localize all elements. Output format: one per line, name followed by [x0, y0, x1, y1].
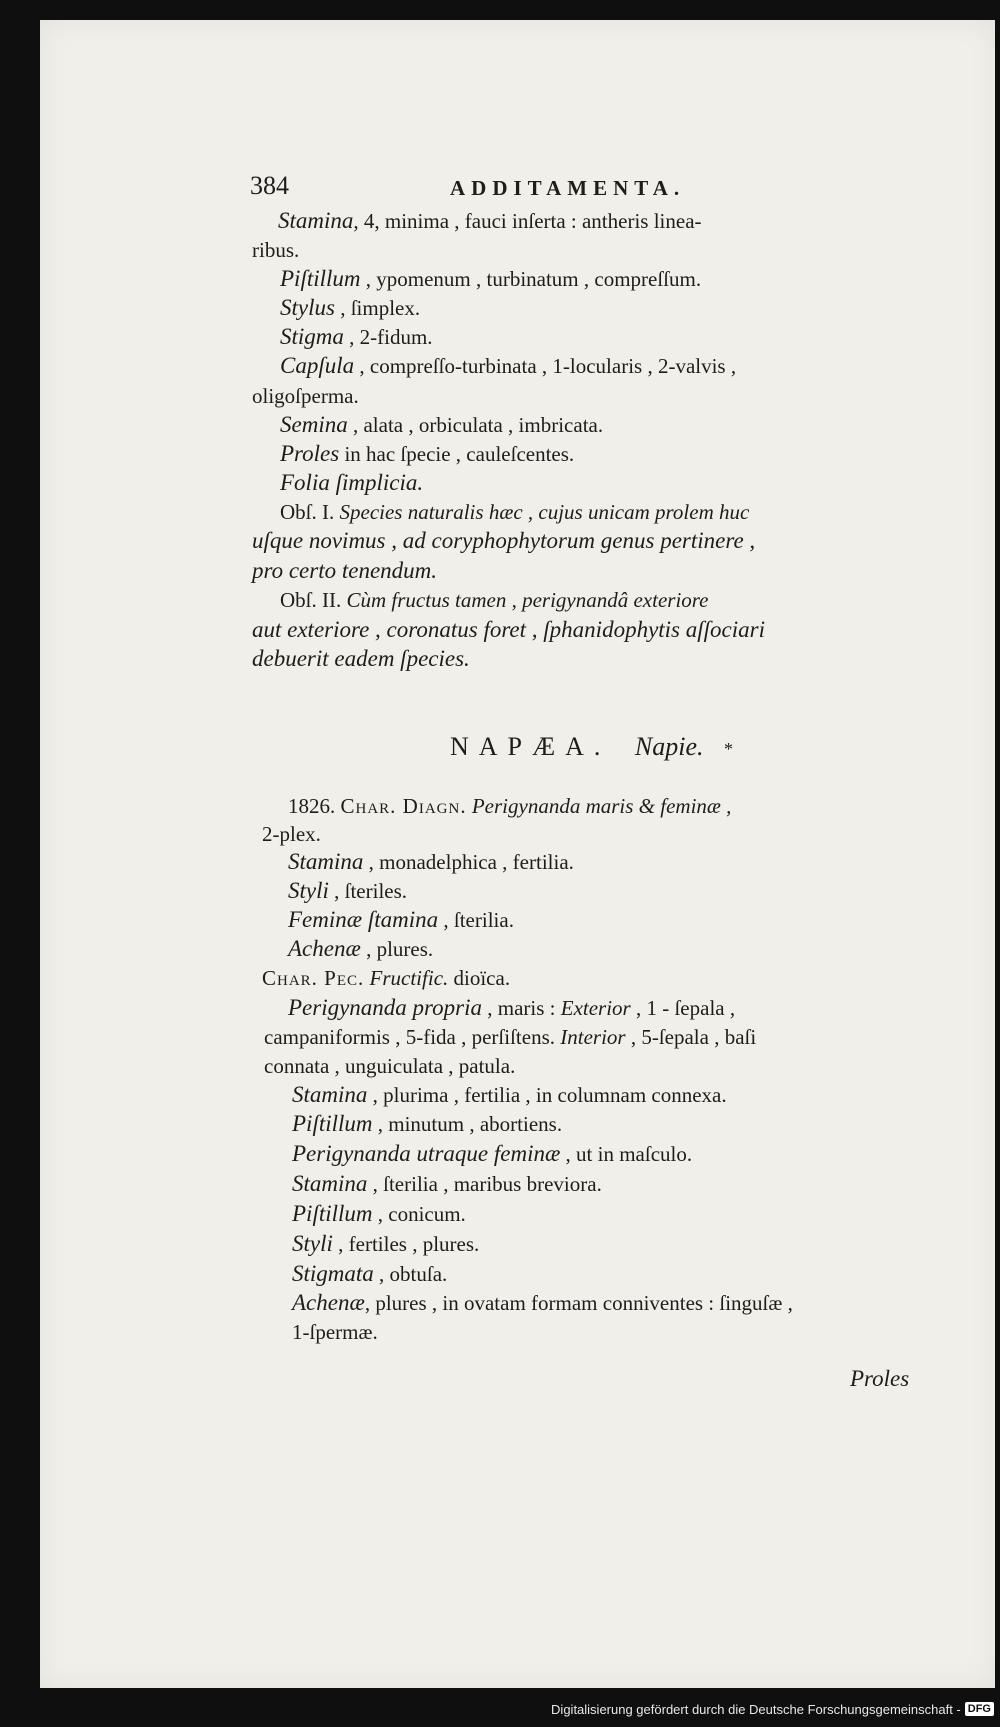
text-line: [280, 265, 701, 293]
text-line: [292, 1289, 793, 1317]
text-segment: 1826.: [288, 794, 341, 818]
text-line: [292, 1200, 466, 1228]
text-segment: Interior: [560, 1025, 626, 1049]
text-segment: Achenæ: [292, 1290, 365, 1315]
footer-text: Digitalisierung gefördert durch die Deutsche Forschungsgemeinschaft -: [551, 1701, 961, 1717]
text-segment: Perigynanda utraque feminæ: [292, 1141, 561, 1166]
text-line: [280, 294, 420, 322]
text-segment: , ſteriles.: [328, 879, 408, 903]
text-line: [292, 1318, 378, 1346]
text-segment: Stylus: [280, 295, 335, 320]
text-line: [292, 1170, 602, 1198]
text-segment: Stigmata: [292, 1261, 374, 1286]
text-segment: Styli: [288, 878, 329, 903]
text-segment: , minutum , abortiens.: [372, 1112, 563, 1136]
text-segment: , ut in maſculo.: [560, 1142, 693, 1166]
text-segment: Piſtillum: [292, 1201, 373, 1226]
text-segment: Feminæ ſtamina: [288, 907, 439, 932]
text-line: [252, 616, 765, 644]
text-segment: Char. Pec.: [262, 966, 365, 990]
text-segment: pro certo tenendum.: [252, 558, 438, 583]
text-segment: Species naturalis hæc , cujus unicam prolem huc: [339, 500, 750, 524]
text-segment: , plurima , fertilia , in columnam connexa.: [367, 1083, 727, 1107]
text-segment: Char. Diagn.: [340, 794, 467, 818]
text-segment: Styli: [292, 1231, 333, 1256]
text-segment: Piſtillum: [292, 1111, 373, 1136]
text-segment: Stamina: [292, 1082, 368, 1107]
text-line: [280, 498, 749, 526]
text-line: [292, 1260, 447, 1288]
text-segment: Stamina: [278, 208, 354, 233]
text-segment: Stigma: [280, 324, 344, 349]
text-segment: Perigynanda propria: [288, 995, 482, 1020]
text-segment: , ſimplex.: [334, 296, 421, 320]
text-line: [288, 906, 514, 934]
text-line: [252, 527, 755, 555]
text-line: [280, 469, 423, 497]
text-line: [292, 1230, 479, 1258]
text-line: [262, 820, 321, 848]
text-segment: , 4, minima , fauci inſerta : antheris linea-: [353, 209, 702, 233]
text-line: [252, 382, 359, 410]
text-segment: , plures , in ovatam formam conniventes : ſinguſæ ,: [364, 1291, 793, 1315]
text-segment: , 1 - ſepala ,: [630, 996, 736, 1020]
text-segment: Exterior: [560, 996, 631, 1020]
text-line: [262, 964, 510, 992]
text-segment: , obtuſa.: [373, 1262, 448, 1286]
text-line: [292, 1081, 727, 1109]
text-segment: , compreſſo-turbinata , 1-locularis , 2-valvis ,: [354, 354, 737, 378]
text-segment: , maris :: [482, 996, 561, 1020]
text-segment: Perigynanda maris & feminæ ,: [471, 794, 732, 818]
text-segment: oligoſperma.: [252, 384, 359, 408]
text-segment: , ſterilia , maribus breviora.: [367, 1172, 602, 1196]
text-segment: uſque novimus , ad coryphophytorum genus pertinere ,: [252, 528, 756, 553]
text-line: [252, 645, 470, 673]
text-line: [292, 1110, 562, 1138]
text-segment: dioïca.: [448, 966, 511, 990]
book-page: [40, 20, 995, 1688]
text-line: [264, 1023, 756, 1051]
text-segment: Proles: [280, 441, 340, 466]
text-line: [280, 586, 709, 614]
text-segment: , ſterilia.: [438, 908, 514, 932]
running-head: ADDITAMENTA.: [450, 176, 686, 200]
text-line: [278, 207, 702, 235]
text-segment: , plures.: [360, 937, 434, 961]
text-segment: Obſ. II.: [280, 588, 347, 612]
text-segment: Piſtillum: [280, 266, 361, 291]
catchword: Proles: [850, 1366, 910, 1391]
text-segment: Capſula: [280, 353, 355, 378]
text-segment: debuerit eadem ſpecies.: [252, 646, 470, 671]
text-segment: , 2-fidum.: [343, 325, 433, 349]
text-segment: Stamina: [288, 849, 364, 874]
text-segment: 2-plex.: [262, 822, 321, 846]
text-line: [288, 877, 407, 905]
text-line: [280, 323, 433, 351]
text-segment: , conicum.: [372, 1202, 466, 1226]
dfg-logo: DFG: [965, 1702, 994, 1716]
text-line: [288, 994, 735, 1022]
text-line: [288, 935, 433, 963]
text-segment: Semina: [280, 412, 348, 437]
text-segment: campaniformis , 5-fida , perſiſtens.: [264, 1025, 561, 1049]
section-title: [450, 733, 733, 763]
text-line: [292, 1140, 692, 1168]
text-line: [252, 236, 299, 264]
text-line: [288, 848, 574, 876]
section-mark: *: [724, 739, 734, 759]
text-segment: connata , unguiculata , patula.: [264, 1054, 516, 1078]
text-line: [280, 440, 574, 468]
text-segment: , alata , orbiculata , imbricata.: [347, 413, 604, 437]
text-segment: in hac ſpecie , cauleſcentes.: [339, 442, 575, 466]
text-line: [252, 557, 437, 585]
text-line: [264, 1052, 515, 1080]
text-segment: Stamina: [292, 1171, 368, 1196]
text-segment: ribus.: [252, 238, 300, 262]
text-segment: Cùm fructus tamen , perigynandâ exteriore: [346, 588, 709, 612]
section-subtitle: Napie.: [634, 732, 704, 761]
text-segment: aut exteriore , coronatus foret , ſphanidophytis aſſociari: [252, 617, 765, 642]
text-segment: Obſ. I.: [280, 500, 340, 524]
text-segment: Folia ſimplicia.: [280, 470, 424, 495]
digitization-footer: [551, 1697, 1000, 1721]
text-line: [280, 411, 603, 439]
text-segment: 1-ſpermæ.: [292, 1320, 378, 1344]
text-segment: , fertiles , plures.: [332, 1232, 480, 1256]
text-segment: , ypomenum , turbinatum , compreſſum.: [360, 267, 702, 291]
text-segment: Achenæ: [288, 936, 361, 961]
text-segment: , monadelphica , fertilia.: [363, 850, 574, 874]
text-segment: Fructific.: [369, 966, 449, 990]
text-line: [288, 792, 731, 820]
section-title-name: NAPÆA.: [450, 732, 611, 761]
page-number: 384: [250, 171, 289, 200]
text-line: [280, 352, 736, 380]
text-segment: , 5-ſepala , baſi: [625, 1025, 757, 1049]
